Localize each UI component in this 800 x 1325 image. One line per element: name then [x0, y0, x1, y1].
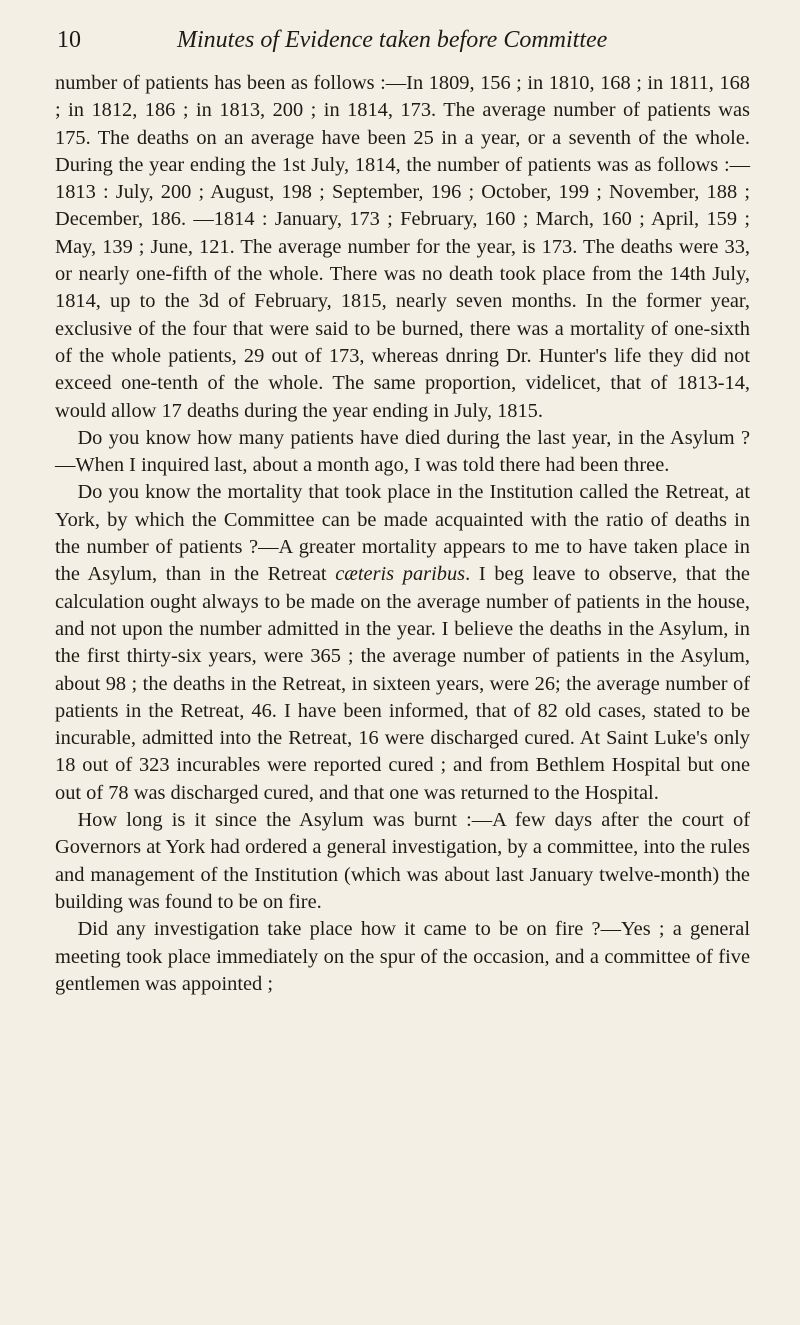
paragraph-5: Did any investigation take place how it came to be on fire ?—Yes ; a general meeting took place immediately on the spur of the occasion, and a committee of five gentlemen was appointed ;: [55, 918, 750, 995]
paragraph-3-text-before: Do you know the mortality that took place in the Institution called the Retreat, at York, by which the Committee can be made acquainted with the ratio of deaths in the number of patients ?—A greater mortality appears to me to have taken place in the Asylum, than in the Retreat: [55, 481, 750, 586]
paragraph-2: Do you know how many patients have died during the last year, in the Asylum ?—When I inquired last, about a month ago, I was told there had been three.: [55, 426, 750, 477]
paragraph-3-text-after: . I beg leave to observe, that the calculation ought always to be made on the average number of patients in the house, and not upon the number admitted in the year. I believe the deaths in the Asylum, in the first thirty-six years, were 365 ; the average number of patients in the Asylum, about 98 ; the deaths in the Retreat, in sixteen years, were 26; the average number of patients in the Retreat, 46. I have been informed, that of 82 old cases, stated to be incurable, admitted into the Retreat, 16 were discharged cured. At Saint Luke's only 18 out of 323 incurables were reported cured ; and from Bethlem Hospital but one out of 78 was discharged cured, and that one was returned to the Hospital.: [55, 563, 750, 804]
paragraph-1: number of patients has been as follows :—In 1809, 156 ; in 1810, 168 ; in 1811, 168 ; in 1812, 186 ; in 1813, 200 ; in 1814, 173. The average number of patients was 175. The deaths on an average have been 25 in a year, or a seventh of the whole. During the year ending the 1st July, 1814, the number of patients was as follows :—1813 : July, 200 ; August, 198 ; September, 196 ; October, 199 ; November, 188 ; December, 186. —1814 : January, 173 ; February, 160 ; March, 160 ; April, 159 ; May, 139 ; June, 121. The average number for the year, is 173. The deaths were 33, or nearly one-fifth of the whole. There was no death took place from the 14th July, 1814, up to the 3d of February, 1815, nearly seven months. In the former year, exclusive of the four that were said to be burned, there was a mortality of one-sixth of the whole patients, 29 out of 173, whereas dnring Dr. Hunter's life they did not exceed one-tenth of the whole. The same proportion, videlicet, that of 1813-14, would allow 17 deaths during the year ending in July, 1815.: [55, 72, 750, 422]
page-header: [55, 24, 750, 56]
paragraph-3: [55, 479, 750, 807]
page-number: 10: [57, 27, 81, 53]
running-head: Minutes of Evidence taken before Committee: [177, 27, 608, 53]
body-text: [55, 70, 750, 998]
latin-phrase: cæteris paribus: [335, 563, 466, 586]
paragraph-4: How long is it since the Asylum was burnt :—A few days after the court of Governors at York had ordered a general investigation, by a committee, into the rules and management of the Institution (which was about last January twelve-month) the building was found to be on fire.: [55, 809, 750, 913]
